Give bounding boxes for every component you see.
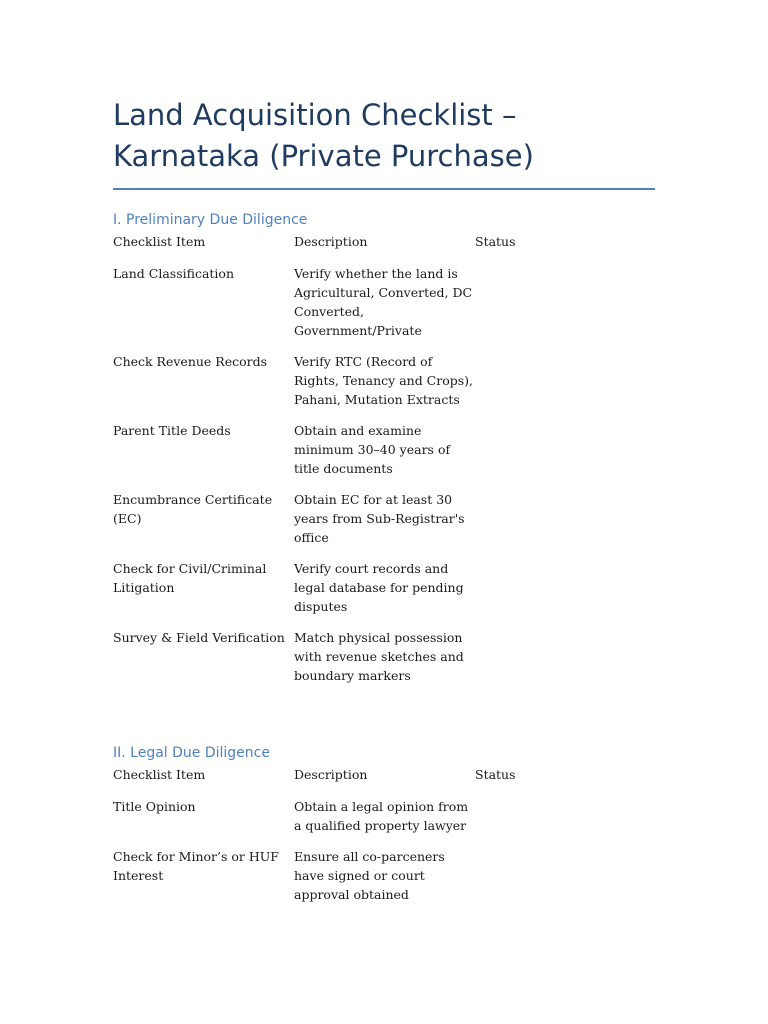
checklist-status xyxy=(475,421,535,490)
checklist-description: Verify RTC (Record of Rights, Tenancy and Crops), Pahani, Mutation Extracts xyxy=(294,354,474,407)
table-header-row xyxy=(113,230,535,264)
column-header-status: Status xyxy=(475,767,516,782)
title-divider xyxy=(113,188,655,190)
table-row xyxy=(113,847,535,916)
checklist-status xyxy=(475,797,535,847)
checklist-item: Parent Title Deeds xyxy=(113,423,231,438)
table-row xyxy=(113,352,535,421)
checklist-item: Land Classification xyxy=(113,266,235,281)
checklist-status xyxy=(475,559,535,628)
checklist-item: Survey & Field Verification xyxy=(113,630,285,645)
checklist-description: Obtain and examine minimum 30–40 years of title documents xyxy=(294,423,451,476)
checklist-item: Title Opinion xyxy=(113,799,196,814)
column-header-description: Description xyxy=(294,234,368,249)
checklist-item: Check for Civil/Criminal Litigation xyxy=(113,561,267,595)
checklist-description: Verify whether the land is Agricultural, Converted, DC Converted, Government/Private xyxy=(294,266,473,338)
column-header-description: Description xyxy=(294,767,368,782)
checklist-description: Match physical possession with revenue sketches and boundary markers xyxy=(294,630,464,683)
table-row xyxy=(113,628,535,697)
checklist-status xyxy=(475,352,535,421)
checklist-description: Ensure all co-parceners have signed or court approval obtained xyxy=(294,849,445,902)
table-row xyxy=(113,264,535,352)
preliminary-checklist-table xyxy=(113,230,535,697)
checklist-status xyxy=(475,628,535,697)
column-header-item: Checklist Item xyxy=(113,767,206,782)
checklist-item: Encumbrance Certificate (EC) xyxy=(113,492,273,526)
checklist-item: Check Revenue Records xyxy=(113,354,268,369)
checklist-item: Check for Minor’s or HUF Interest xyxy=(113,849,279,883)
section-heading-preliminary: I. Preliminary Due Diligence xyxy=(113,212,308,228)
table-row xyxy=(113,559,535,628)
table-row xyxy=(113,421,535,490)
table-row xyxy=(113,490,535,559)
legal-checklist-table xyxy=(113,763,535,916)
column-header-status: Status xyxy=(475,234,516,249)
table-row xyxy=(113,797,535,847)
checklist-description: Obtain EC for at least 30 years from Sub-Registrar's office xyxy=(294,492,465,545)
checklist-description: Verify court records and legal database for pending disputes xyxy=(294,561,464,614)
checklist-status xyxy=(475,847,535,916)
checklist-description: Obtain a legal opinion from a qualified property lawyer xyxy=(294,799,469,833)
page-title: Land Acquisition Checklist – Karnataka (Private Purchase) xyxy=(113,98,534,173)
checklist-status xyxy=(475,490,535,559)
checklist-status xyxy=(475,264,535,352)
column-header-item: Checklist Item xyxy=(113,234,206,249)
section-heading-legal: II. Legal Due Diligence xyxy=(113,745,270,761)
table-header-row xyxy=(113,763,535,797)
